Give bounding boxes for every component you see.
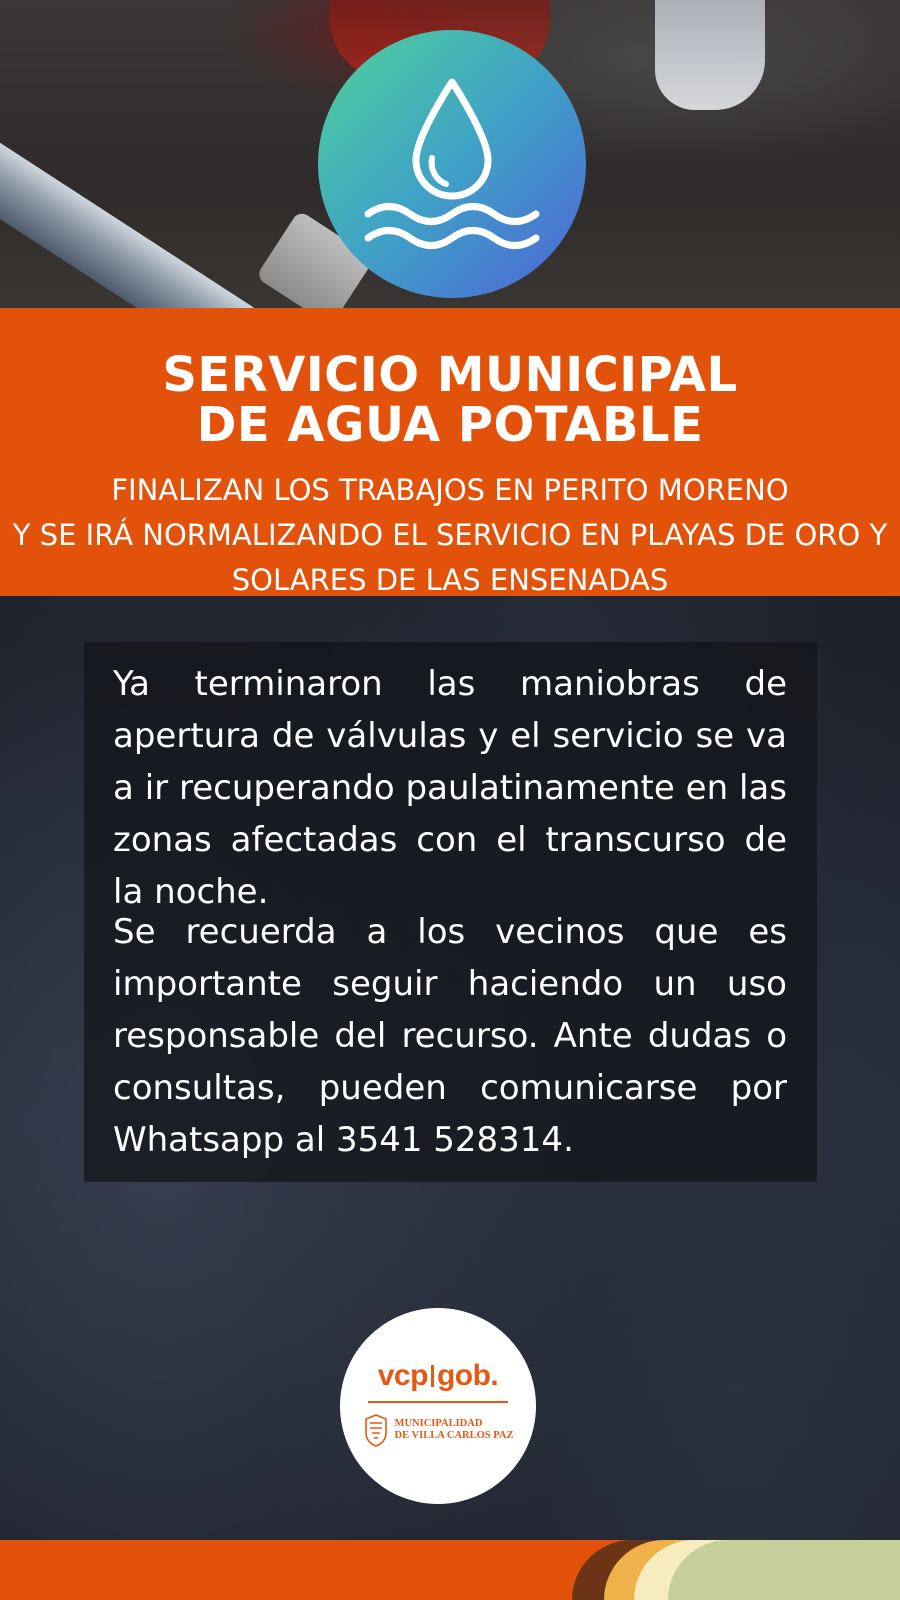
logo-sub-line-2: DE VILLA CARLOS PAZ [394,1430,514,1441]
water-drop-waves-icon [362,74,542,254]
subtitle-line-3: SOLARES DE LAS ENSENADAS [231,563,669,597]
subtitle-line-2: Y SE IRÁ NORMALIZANDO EL SERVICIO EN PLAYAS DE ORO Y [12,518,888,552]
municipal-logo [340,1308,536,1504]
logo-wordmark-left: vcp [377,1359,428,1392]
logo-separator [431,1365,434,1387]
logo-sub-line-1: MUNICIPALIDAD [394,1418,483,1429]
page-title [0,347,900,453]
body-paragraph-1: Ya terminaron las maniobras de apertura de válvulas y el servicio se va a ir recuperando paulatinamente en las zonas afectadas con el transcurso de la noche. [113,664,787,912]
logo-subtitle-text [395,1418,514,1442]
logo-divider [368,1401,508,1403]
water-badge [318,30,586,298]
header-band [0,308,900,596]
footer-stripe-green [668,1540,900,1600]
logo-subtitle [363,1413,514,1447]
subtitle [0,468,900,603]
title-line-2: DE AGUA POTABLE [196,397,704,453]
glove-shape [655,0,765,110]
logo-wordmark [378,1359,499,1393]
logo-wordmark-right: gob. [436,1359,499,1392]
body-paragraph-2: Se recuerda a los vecinos que es importante seguir haciendo un uso responsable del recurso. Ante dudas o consultas, pueden comunicarse por Whatsapp al 3541 528314. [113,912,787,1160]
title-line-1: SERVICIO MUNICIPAL [162,347,738,403]
municipal-seal-icon [363,1413,389,1447]
subtitle-line-1: FINALIZAN LOS TRABAJOS EN PERITO MORENO [111,473,789,507]
